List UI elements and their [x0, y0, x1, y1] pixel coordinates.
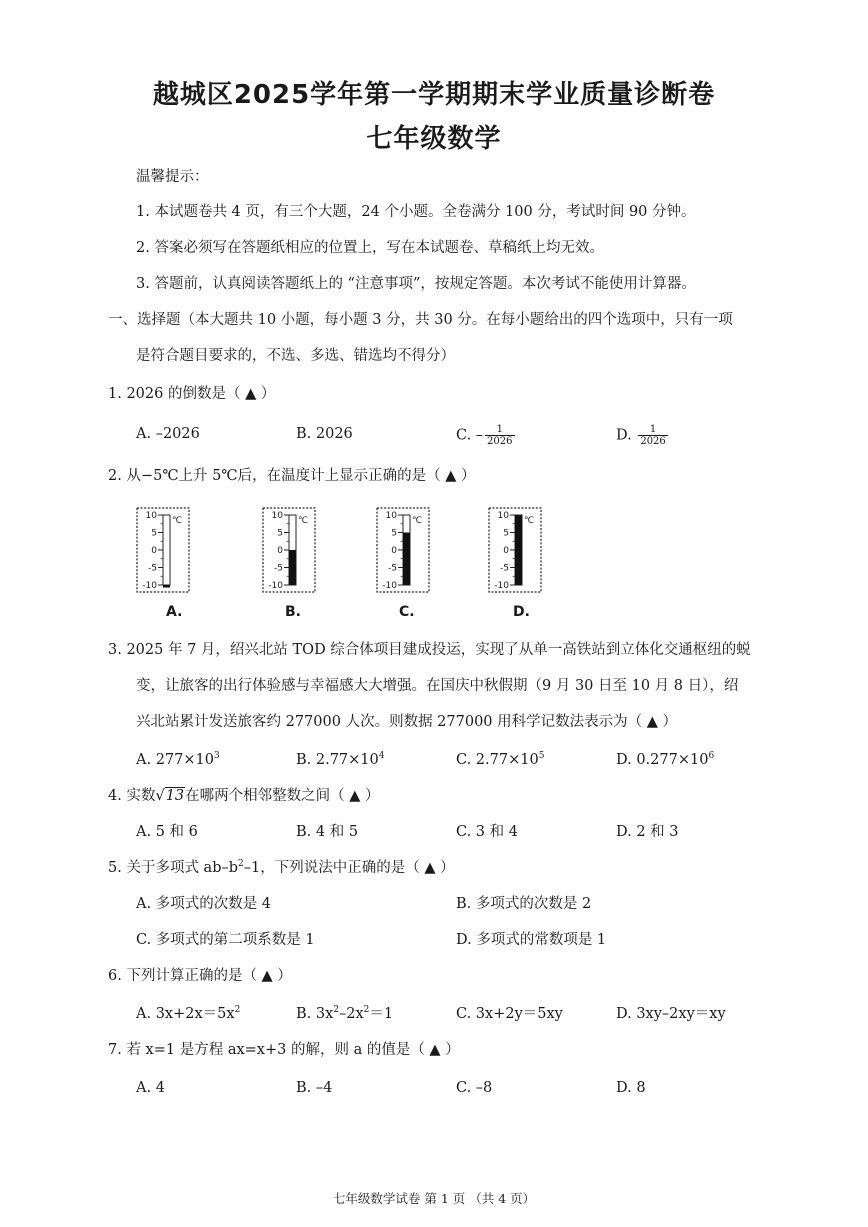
question-3-line3: 兴北站累计发送旅客约 277000 人次。则数据 277000 用科学记数法表示为（ ▲ ）: [136, 714, 678, 730]
thermometer-tick-label: 0: [151, 546, 157, 556]
thermometer-mercury: [403, 533, 410, 586]
thermometer-tick-label: 5: [391, 528, 397, 539]
thermometer-tick-label: -5: [500, 563, 509, 574]
q4-option-a: A. 5 和 6: [136, 824, 198, 840]
q7-option-c: C. –8: [456, 1080, 493, 1096]
exam-title: 越城区2025学年第一学期期末学业质量诊断卷: [152, 80, 716, 110]
thermometer-c: [376, 507, 430, 593]
q3-option-b: B. $2.77\times 10^4$: [296, 751, 385, 768]
question-1-stem: 1. 2026 的倒数是（ ▲ ）: [108, 386, 276, 402]
question-7-stem: 7. 若 x=1 是方程 ax=x+3 的解，则 a 的值是（ ▲ ）: [108, 1042, 460, 1058]
notice-item-3: 3. 答题前，认真阅读答题纸上的 “注意事项”，按规定答题。本次考试不能使用计算器。: [136, 276, 696, 292]
thermometer-tick-label: 5: [277, 528, 283, 539]
q6-option-d: D. 3xy–2xy＝xy: [616, 1006, 726, 1022]
q5-option-a: A. 多项式的次数是 4: [136, 896, 272, 912]
q1-option-a: A. –2026: [136, 426, 200, 442]
thermometer-tick-label: 0: [277, 546, 283, 556]
thermometer-tick-label: 0: [503, 546, 509, 556]
thermometer-label-b: B.: [285, 604, 301, 620]
q7-option-d: D. 8: [616, 1080, 646, 1096]
thermometer-tick-label: -10: [142, 581, 157, 591]
thermometer-d: [488, 507, 542, 593]
q4-option-d: D. 2 和 3: [616, 824, 679, 840]
thermometer-tick-label: -10: [268, 581, 283, 591]
thermometer-label-d: D.: [513, 604, 530, 620]
q5-option-d: D. 多项式的常数项是 1: [456, 932, 607, 948]
thermometer-tick-label: 10: [385, 511, 397, 521]
thermometer-tick-label: 5: [503, 528, 509, 539]
thermometer-unit: ℃: [412, 516, 423, 526]
section-heading-line1: 一、选择题（本大题共 10 小题，每小题 3 分，共 30 分。在每小题给出的四个选项中，只有一项: [108, 312, 733, 328]
question-2-stem: 2. 从−5℃上升 5℃后，在温度计上显示正确的是（ ▲ ）: [108, 468, 476, 484]
thermometer-unit: ℃: [524, 516, 535, 526]
notice-item-1: 1. 本试题卷共 4 页，有三个大题，24 个小题。全卷满分 100 分，考试时间 90 分钟。: [136, 204, 696, 220]
thermometer-mercury: [289, 550, 296, 585]
q3-option-a: A. $277\times 10^3$: [136, 751, 220, 768]
q1-option-d: D. $\frac{1}{2026}$: [616, 424, 666, 447]
thermometer-tick-label: 10: [497, 511, 509, 521]
q7-option-a: A. 4: [136, 1080, 165, 1096]
question-3-line2: 变，让旅客的出行体验感与幸福感大大增强。在国庆中秋假期（9 月 30 日至 10 月 8 日），绍: [136, 678, 739, 694]
thermometer-tick-label: 0: [391, 546, 397, 556]
page-footer: 七年级数学试卷 第 1 页 （共 4 页）: [332, 1191, 536, 1206]
q3-option-c: C. $2.77\times 10^5$: [456, 751, 545, 768]
q3-option-d: D. $0.277\times 10^6$: [616, 751, 715, 768]
notice-item-2: 2. 答案必须写在答题纸相应的位置上，写在本试题卷、草稿纸上均无效。: [136, 240, 604, 256]
thermometer-tick-label: -5: [388, 563, 397, 574]
q5-option-b: B. 多项式的次数是 2: [456, 896, 592, 912]
exam-subject: 七年级数学: [366, 124, 502, 154]
section-heading-line2: 是符合题目要求的，不选、多选、错选均不得分）: [136, 348, 455, 364]
thermometer-tick-label: 10: [271, 511, 283, 521]
thermometer-tick-label: 10: [145, 511, 157, 521]
question-3-line1: 3. 2025 年 7 月，绍兴北站 TOD 综合体项目建成投运，实现了从单一高铁站到立体化交通枢纽的蜕: [108, 642, 751, 658]
question-4-stem: 4. 实数√13在哪两个相邻整数之间（ ▲ ）: [108, 788, 380, 804]
thermometer-tick-label: -10: [494, 581, 509, 591]
q5-option-c: C. 多项式的第二项系数是 1: [136, 932, 315, 948]
q7-option-b: B. –4: [296, 1080, 333, 1096]
q4-option-b: B. 4 和 5: [296, 824, 359, 840]
thermometer-unit: ℃: [298, 516, 309, 526]
sqrt-symbol: √13: [155, 788, 185, 804]
q6-option-c: C. 3x+2y＝5xy: [456, 1006, 563, 1022]
thermometer-mercury: [515, 515, 522, 585]
q6-option-b: B. $3x^2-2x^2=1$: [296, 1005, 394, 1022]
thermometer-a: [136, 507, 190, 593]
thermometer-mercury: [163, 585, 170, 588]
question-6-stem: 6. 下列计算正确的是（ ▲ ）: [108, 968, 292, 984]
q1-option-c: C. – $\frac{1}{2026}$: [456, 424, 513, 447]
thermometer-tick-label: -10: [382, 581, 397, 591]
q4-option-c: C. 3 和 4: [456, 824, 518, 840]
notice-heading: 温馨提示：: [136, 169, 209, 185]
thermometer-tick-label: -5: [148, 563, 157, 574]
thermometer-b: [262, 507, 316, 593]
thermometer-tick-label: 5: [151, 528, 157, 539]
thermometer-label-a: A.: [166, 604, 183, 620]
thermometer-unit: ℃: [172, 516, 183, 526]
question-5-stem: 5. 关于多项式 $ab-b^2-1$，下列说法中正确的是（ ▲ ）: [108, 859, 455, 876]
thermometer-tick-label: -5: [274, 563, 283, 574]
thermometer-label-c: C.: [399, 604, 415, 620]
q6-option-a: A. $3x+2x=5x^2$: [136, 1005, 241, 1022]
q1-option-b: B. 2026: [296, 426, 353, 442]
thermometer-tube: [163, 515, 170, 585]
